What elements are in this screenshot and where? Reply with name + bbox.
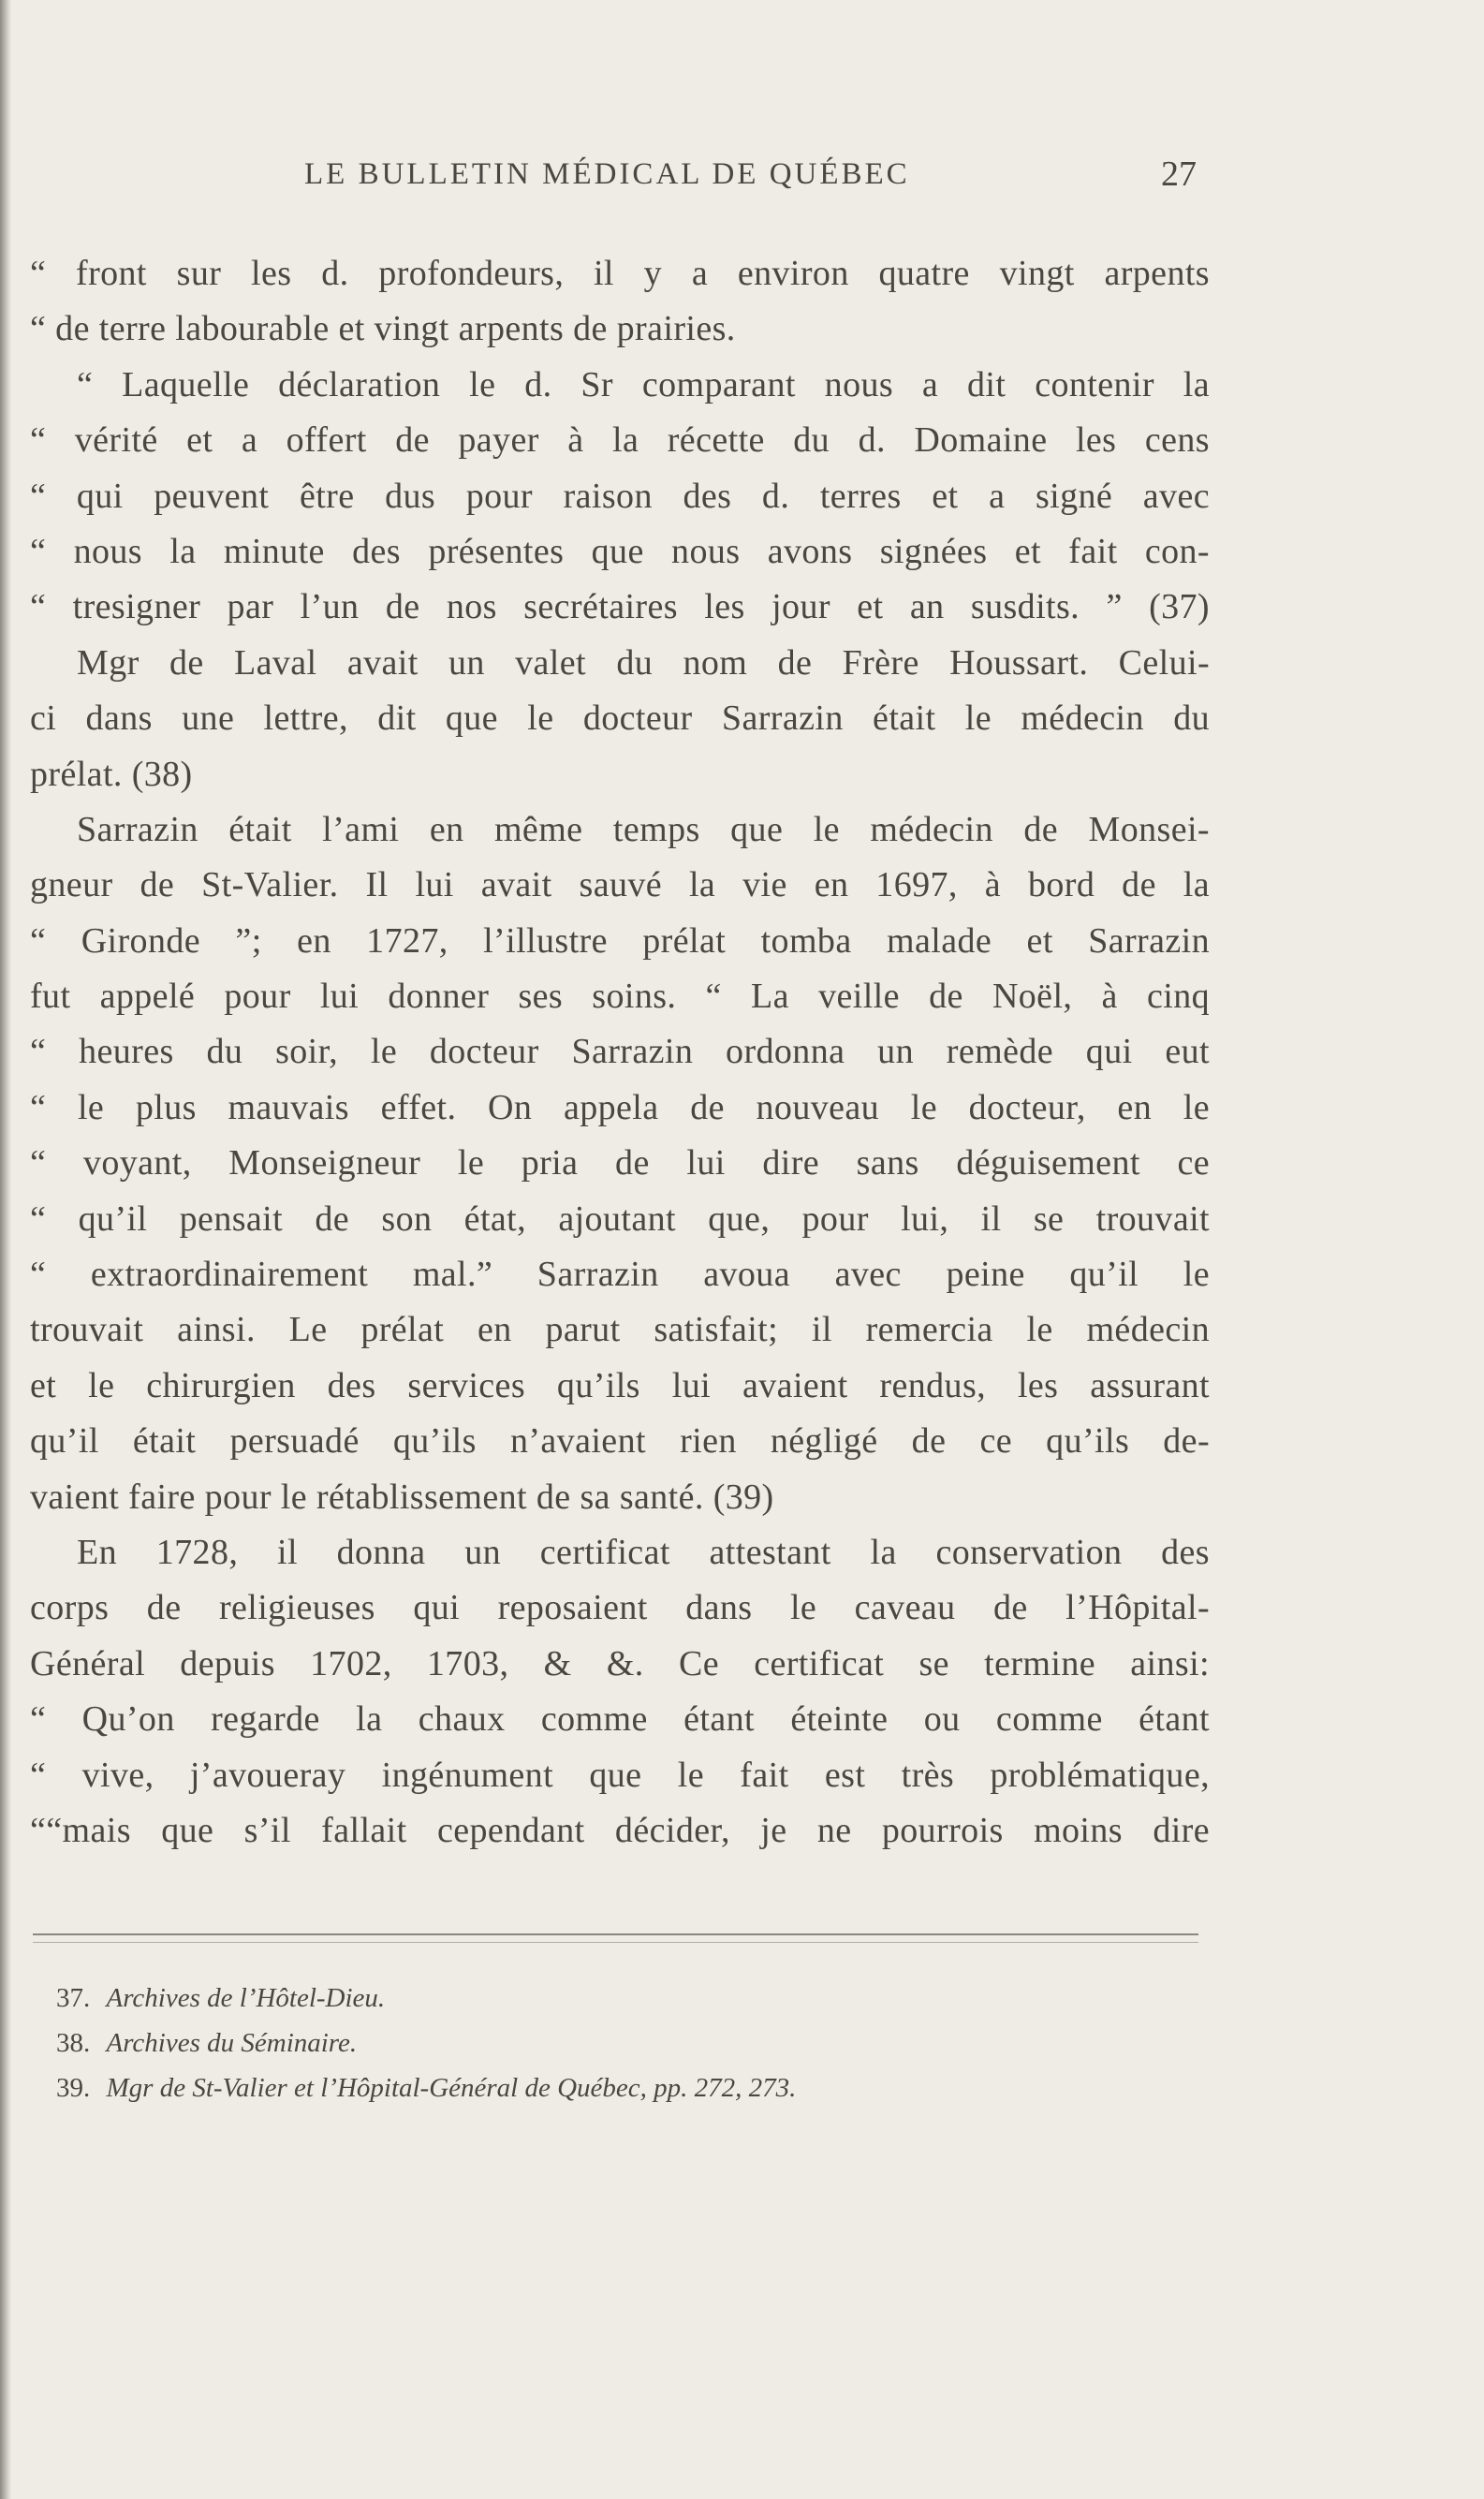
text-line: Sarrazin était l’ami en même temps que le médecin de Monsei- [77,809,1210,849]
text-line: et le chirurgien des services qu’ils lui avaient rendus, les assurant [30,1365,1210,1405]
footnotes [56,1976,1208,2110]
footnote-number: 38. [56,2028,91,2058]
text-line: prélat. (38) [30,754,193,794]
text-line: qu’il était persuadé qu’ils n’avaient rien négligé de ce qu’ils de- [30,1421,1210,1462]
text-line: vaient faire pour le rétablissement de sa santé. (39) [30,1477,774,1517]
text-line: “ nous la minute des présentes que nous avons signées et fait con- [30,531,1210,571]
text-line: “ vérité et a offert de payer à la récette du d. Domaine les cens [30,420,1210,461]
text-line: trouvait ainsi. Le prélat en parut satisfait; il remercia le médecin [30,1310,1210,1350]
text-line: “ heures du soir, le docteur Sarrazin ordonna un remède qui eut [30,1032,1210,1072]
text-line: “ vive, j’avoueray ingénument que le fait est très problématique, [30,1755,1210,1795]
text-line: “ le plus mauvais effet. On appela de nouveau le docteur, en le [30,1087,1210,1127]
footnote-text: Mgr de St-Valier et l’Hôpital-Général de Québec, pp. 272, 273. [106,2073,797,2103]
page-edge-shadow [0,0,11,2499]
footnote-text: Archives du Séminaire. [106,2028,358,2058]
footnote-number: 37. [56,1983,91,2013]
footnote-number: 39. [56,2073,91,2103]
body-text [30,246,1210,1859]
footnote-item [56,2065,1208,2110]
text-line: “ extraordinairement mal.” Sarrazin avoua avec peine qu’il le [30,1255,1210,1295]
page-header [0,154,1484,204]
text-line: corps de religieuses qui reposaient dans le caveau de l’Hôpital- [30,1588,1210,1628]
text-line: En 1728, il donna un certificat attestant la conservation des [77,1532,1210,1572]
text-line: “ Gironde ”; en 1727, l’illustre prélat tomba malade et Sarrazin [30,920,1210,961]
text-line: ci dans une lettre, dit que le docteur Sarrazin était le médecin du [30,698,1210,739]
text-line: Général depuis 1702, 1703, & &. Ce certificat se termine ainsi: [30,1643,1210,1683]
footnote-text: Archives de l’Hôtel-Dieu. [106,1983,386,2013]
text-line: “ Qu’on regarde la chaux comme étant éteinte ou comme étant [30,1699,1210,1740]
text-line: “ de terre labourable et vingt arpents de prairies. [30,309,736,349]
text-line: Mgr de Laval avait un valet du nom de Frère Houssart. Celui- [77,642,1210,683]
text-line: “ front sur les d. profondeurs, il y a environ quatre vingt arpents [30,254,1210,293]
footnote-separator-thin [33,1942,1198,1943]
text-line: “ qui peuvent être dus pour raison des d. terres et a signé avec [30,476,1210,516]
footnote-item [56,1976,1208,2021]
text-line: “ tresigner par l’un de nos secrétaires les jour et an susdits. ” (37) [30,587,1210,627]
running-title: LE BULLETIN MÉDICAL DE QUÉBEC [304,157,910,191]
text-line: “ voyant, Monseigneur le pria de lui dire sans déguisement ce [30,1143,1210,1183]
text-line: ““mais que s’il fallait cependant décider, je ne pourrois moins dire [30,1810,1210,1850]
page-number: 27 [1161,154,1197,194]
text-line: fut appelé pour lui donner ses soins. “ La veille de Noël, à cinq [30,977,1210,1017]
footnote-separator [33,1933,1198,1935]
text-line: gneur de St-Valier. Il lui avait sauvé la vie en 1697, à bord de la [30,865,1210,905]
footnote-item [56,2021,1208,2065]
text-line: “ Laquelle déclaration le d. Sr comparant nous a dit contenir la [77,364,1210,404]
text-line: “ qu’il pensait de son état, ajoutant que, pour lui, il se trouvait [30,1198,1210,1239]
